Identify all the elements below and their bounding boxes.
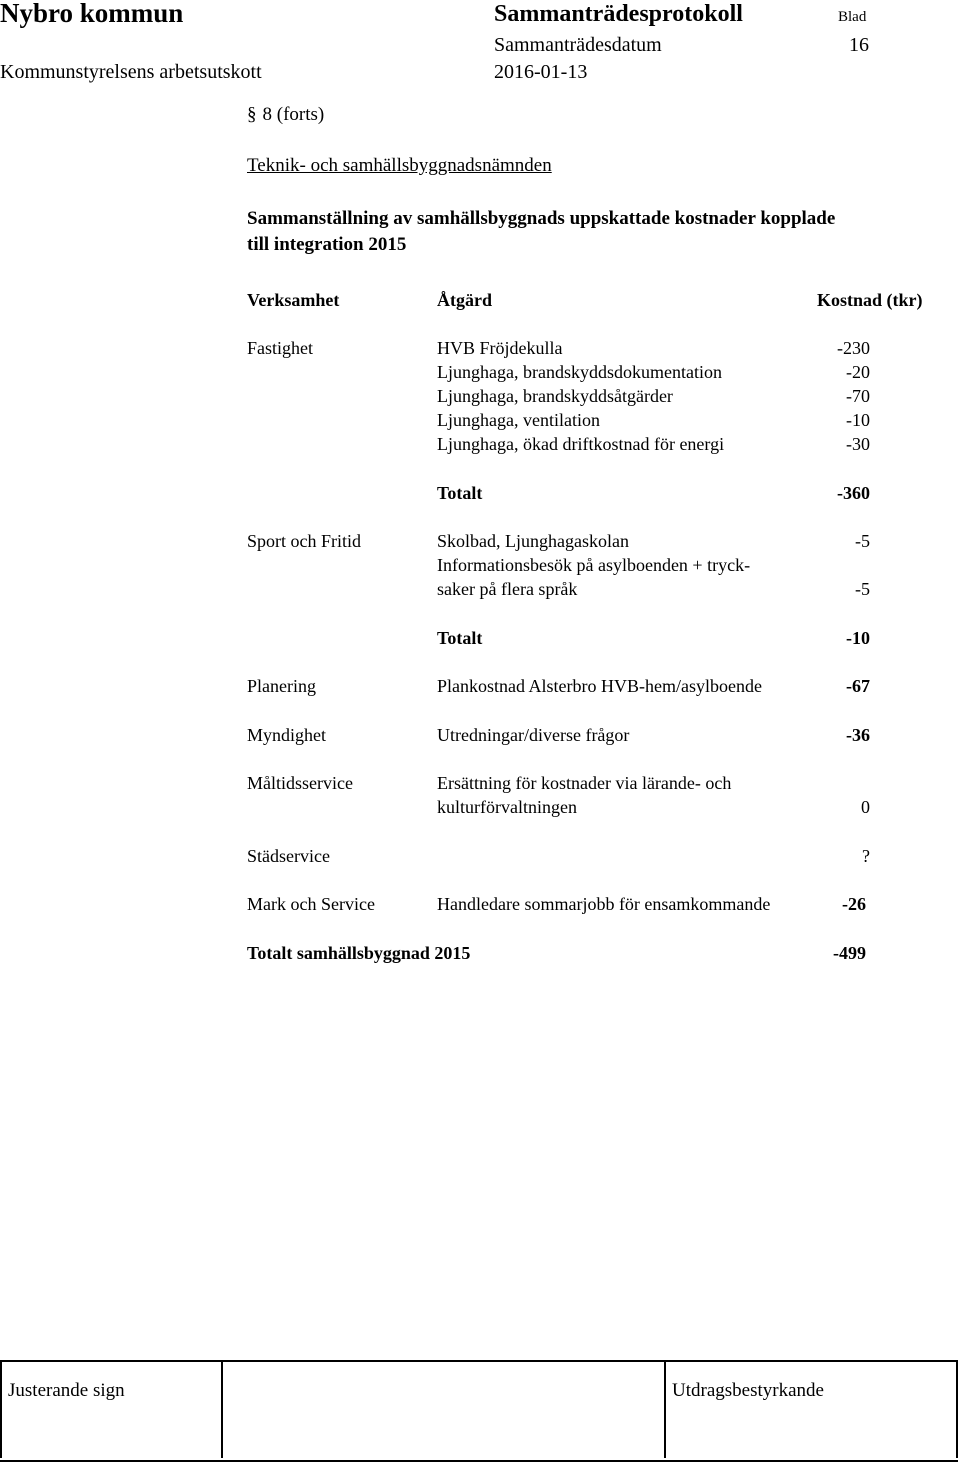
- atgard-cell: Ljunghaga, ventilation: [437, 410, 600, 430]
- kostnad-cell: ?: [862, 846, 870, 866]
- verksamhet-myndighet: Myndighet: [247, 725, 326, 745]
- kostnad-cell: 0: [861, 797, 870, 817]
- atgard-cell: kulturförvaltningen: [437, 797, 577, 817]
- signature-border: [0, 1360, 2, 1458]
- subtotal-label: Totalt: [437, 483, 483, 503]
- meeting-date: 2016-01-13: [494, 61, 588, 83]
- date-label: Sammanträdesdatum: [494, 34, 662, 56]
- col-header-verksamhet: Verksamhet: [247, 290, 340, 310]
- subtotal-label: Totalt: [437, 628, 483, 648]
- atgard-cell: HVB Fröjdekulla: [437, 338, 563, 358]
- doc-type: Sammanträdesprotokoll: [494, 1, 743, 27]
- signature-table: [0, 1360, 958, 1462]
- page-number: 16: [849, 34, 869, 56]
- section-mark: §: [247, 104, 257, 125]
- blad-label: Blad: [838, 9, 867, 25]
- section-number-text: 8 (forts): [262, 104, 325, 125]
- atgard-cell: Utredningar/diverse frågor: [437, 725, 630, 745]
- atgard-cell: Ersättning för kostnader via lärande- och: [437, 773, 732, 793]
- heading-line-2: till integration 2015: [247, 234, 407, 255]
- verksamhet-sport: Sport och Fritid: [247, 531, 362, 551]
- kostnad-cell: -36: [846, 725, 870, 745]
- col-header-kostnad: Kostnad (tkr): [817, 290, 923, 310]
- kostnad-cell: -20: [846, 362, 870, 382]
- committee-name: Kommunstyrelsens arbetsutskott: [0, 61, 262, 83]
- atgard-cell: Skolbad, Ljunghagaskolan: [437, 531, 629, 551]
- atgard-cell: Ljunghaga, brandskyddsåtgärder: [437, 386, 673, 406]
- verksamhet-fastighet: Fastighet: [247, 338, 313, 358]
- section-subtitle: Teknik- och samhällsbyggnadsnämnden: [247, 155, 552, 176]
- kostnad-cell: -67: [846, 676, 870, 696]
- utdragsbestyrkande-label: Utdragsbestyrkande: [672, 1380, 824, 1401]
- kostnad-cell: -5: [855, 531, 870, 551]
- grand-total-value: -499: [833, 943, 866, 963]
- subtotal-value: -360: [837, 483, 870, 503]
- kostnad-cell: -5: [855, 579, 870, 599]
- kostnad-cell: -10: [846, 410, 870, 430]
- signature-border: [956, 1360, 958, 1458]
- justerande-sign-label: Justerande sign: [8, 1380, 125, 1401]
- signature-divider: [664, 1360, 666, 1458]
- heading-line-1: Sammanställning av samhällsbyggnads uppskattade kostnader kopplade: [247, 208, 836, 229]
- grand-total-label: Totalt samhällsbyggnad 2015: [247, 943, 471, 963]
- kostnad-cell: -26: [842, 894, 866, 914]
- verksamhet-mark: Mark och Service: [247, 894, 375, 914]
- signature-divider: [221, 1360, 223, 1458]
- atgard-cell: saker på flera språk: [437, 579, 578, 599]
- section-number: [247, 103, 324, 127]
- verksamhet-maltidsservice: Måltidsservice: [247, 773, 353, 793]
- atgard-cell: Plankostnad Alsterbro HVB-hem/asylboende: [437, 676, 762, 696]
- verksamhet-stadservice: Städservice: [247, 846, 330, 866]
- atgard-cell: Ljunghaga, ökad driftkostnad för energi: [437, 434, 725, 454]
- subtotal-value: -10: [846, 628, 870, 648]
- atgard-cell: Ljunghaga, brandskyddsdokumentation: [437, 362, 722, 382]
- atgard-cell: Handledare sommarjobb för ensamkommande: [437, 894, 771, 914]
- kostnad-cell: -30: [846, 434, 870, 454]
- org-name: Nybro kommun: [0, 0, 184, 28]
- kostnad-cell: -230: [837, 338, 870, 358]
- col-header-atgard: Åtgärd: [437, 290, 492, 310]
- atgard-cell: Informationsbesök på asylboenden + tryck-: [437, 555, 751, 575]
- kostnad-cell: -70: [846, 386, 870, 406]
- verksamhet-planering: Planering: [247, 676, 316, 696]
